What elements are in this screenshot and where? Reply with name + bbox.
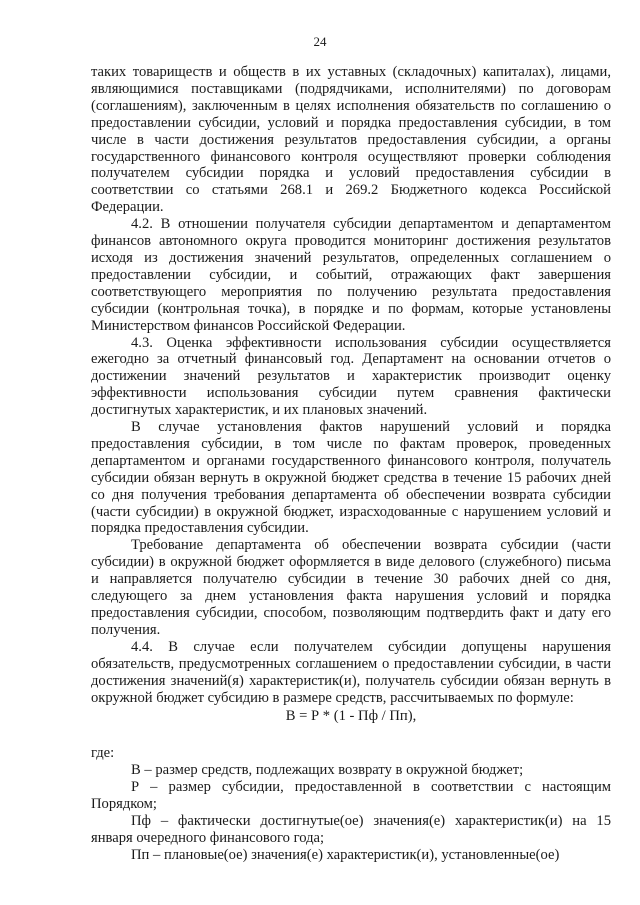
where-label: где: [91,745,115,762]
definition-r: Р – размер субсидии, предоставленной в соответствии с настоящим Порядком; [91,779,611,813]
definition-pf: Пф – фактически достигнутые(ое) значения(е) характеристик(и) на 15 января очередного финансового года; [91,812,611,846]
paragraph-4-2: 4.2. В отношении получателя субсидии департаментом и департаментом финансов автономного округа проводится мониторинг достижения результатов исходя из достижения значений результатов, определенных соглашением о предоставлении субсидии, и событий, отражающих факт завершения соответствующего мероприятия по получению результата предоставления субсидии (контрольная точка), в порядке и по формам, которые установлены Министерством финансов Российской Федерации. [91,216,611,334]
definition-pp: Пп – плановые(ое) значения(е) характеристик(и), установленные(ое) [131,846,560,863]
paragraph-violations: В случае установления фактов нарушений условий и порядка предоставления субсидии, в том числе по фактам проверок, проведенных департаментом и органами государственного финансового контроля, получатель субсидии обязан вернуть в окружной бюджет средства в течение 15 рабочих дней со дня получения требования департамента об обеспечении возврата субсидии (части субсидии) в окружной бюджет, израсходованные с нарушением условий и порядка предоставления субсидии. [91,419,611,537]
definition-b: В – размер средств, подлежащих возврату в окружной бюджет; [131,762,524,779]
page-number: 24 [313,34,327,49]
paragraph-4-3: 4.3. Оценка эффективности использования субсидии осуществляется ежегодно за отчетный финансовый год. Департамент на основании отчетов о достижении значений результатов и характеристик производит оценку эффективности использования субсидии путем сравнения фактически достигнутых характеристик, и их плановых значений. [91,334,611,419]
paragraph-requirement: Требование департамента об обеспечении возврата субсидии (части субсидии) в окружной бюджет оформляется в виде делового (служебного) письма и направляется получателю субсидии в течение 30 рабочих дней со дня, следующего за днем установления факта нарушения условий и порядка предоставления субсидии, способом, позволяющим подтвердить факт и дату его получения. [91,537,611,638]
refund-formula: В = Р * (1 - Пф / Пп), [285,708,417,725]
document-body [91,64,611,864]
formula-spacer [91,725,611,745]
paragraph-4-4: 4.4. В случае если получателем субсидии допущены нарушения обязательств, предусмотренных соглашением о предоставлении субсидии, в части достижения значений(я) характеристик(и), получатель субсидии обязан вернуть в окружной бюджет субсидию в размере средств, рассчитываемых по формуле: [91,638,611,706]
paragraph-continuation: таких товариществ и обществ в их уставных (складочных) капиталах), лицами, являющимися поставщиками (подрядчиками, исполнителями) по договорам (соглашениям), заключенным в целях исполнения обязательств по соглашению о предоставлении субсидии, условий и порядка предоставления субсидии, в том числе в части достижения результатов предоставления субсидии, а органы государственного финансового контроля осуществляют проверки соблюдения получателем субсидии порядка и условий предоставления субсидии в соответствии со статьями 268.1 и 269.2 Бюджетного кодекса Российской Федерации. [91,64,611,216]
